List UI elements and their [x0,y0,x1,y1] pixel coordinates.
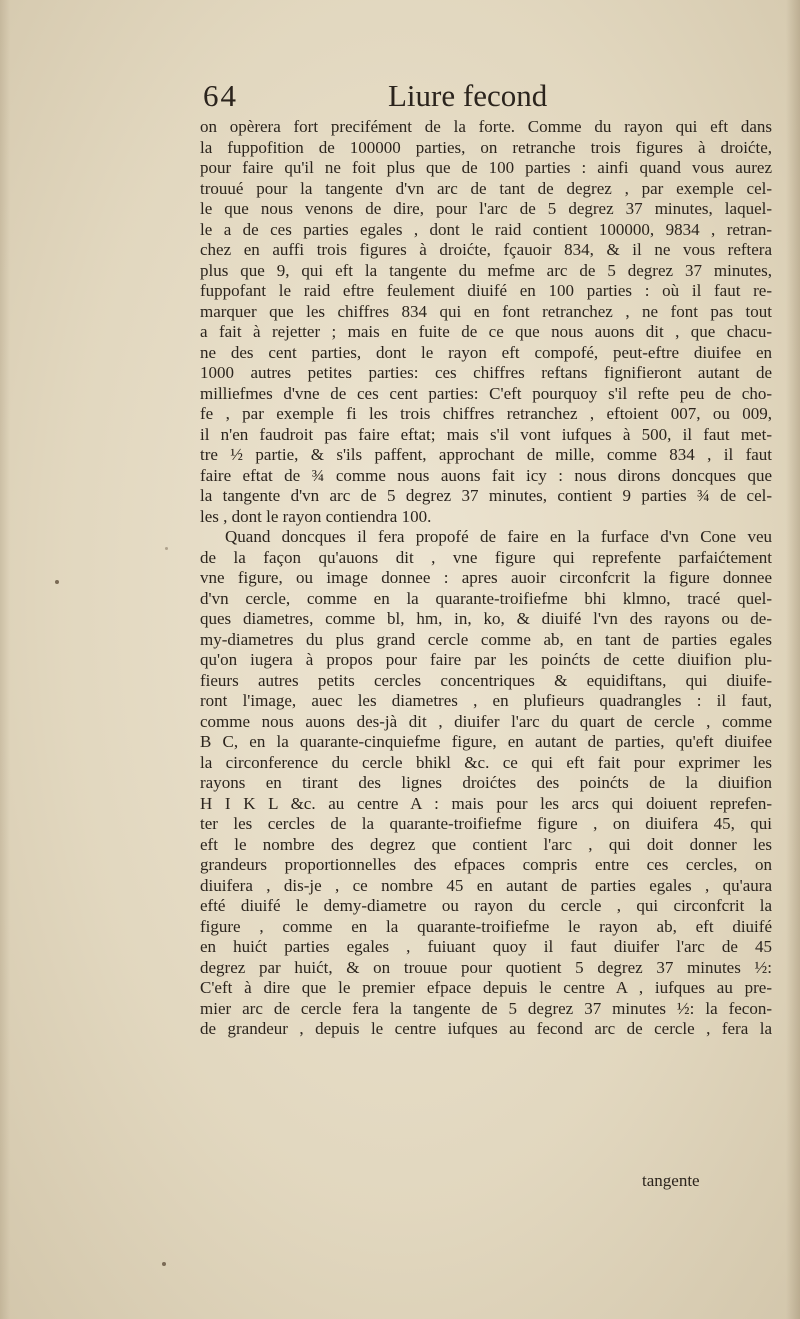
paper-speck [55,580,59,584]
text-line: 1000 autres petites parties: ces chiffres reftans fignifieront autant de [200,363,772,382]
page-header [203,74,773,118]
text-line: les , dont le rayon contiendra 100. [200,506,432,526]
text-line: d'vn cercle, comme en la quarante-troifiefme bhi klmno, tracé quel- [200,588,772,608]
text-line: figure , comme en la quarante-troifiefme le rayon ab, eft diuifé [200,916,772,936]
page-edge-shadow-right [786,0,800,1319]
text-line: my-diametres du plus grand cercle comme ab, en tant de parties egales [200,629,772,649]
text-line: mier arc de cercle fera la tangente de 5 degrez 37 minutes ½: la fecon- [200,998,772,1018]
text-line: faire eftat de ¾ comme nous auons fait icy : nous dirons doncques que [200,465,772,485]
text-line: comme nous auons des-jà dit , diuifer l'arc du quart de cercle , comme [200,711,772,731]
text-line: ter les cercles de la quarante-troifiefme figure , on diuifera 45, qui [200,814,772,833]
text-line: de grandeur , depuis le centre iufques au fecond arc de cercle , fera la [200,1019,772,1038]
catchword: tangente [642,1171,700,1190]
page-edge-shadow-left [0,0,10,1319]
text-line: en huićt parties egales , fuiuant quoy il faut diuifer l'arc de 45 [200,937,772,956]
text-line: vne figure, ou image donnee : apres auoir circonfcrit la figure donnee [200,568,772,587]
text-line: la fuppofition de 100000 parties, on retranche trois figures à droićte, [200,137,772,157]
text-line: diuifera , dis-je , ce nombre 45 en autant de parties egales , qu'aura [200,875,772,895]
text-line: fuppofant le raid eftre feulement diuifé en 100 parties : où il faut re- [200,281,772,300]
text-line: milliefmes d'vne de ces cent parties: C'eft pourquoy s'il refte peu de cho- [200,383,772,403]
body-text [200,117,772,1040]
text-line: fe , par exemple fi les trois chiffres retranchez , eftoient 007, ou 009, [200,404,772,423]
text-line: le a de ces parties egales , dont le raid contient 100000, 9834 , retran- [200,219,772,239]
text-line: pour faire qu'il ne foit plus que de 100 parties : ainfi quand vous aurez [200,158,772,177]
text-line: degrez par huićt, & on trouue pour quotient 5 degrez 37 minutes ½: [200,957,772,977]
page-number: 64 [203,78,238,113]
text-line: il n'en faudroit pas faire eftat; mais s'il vont iufques à 500, il faut met- [200,424,772,444]
text-line: plus que 9, qui eft la tangente du mefme arc de 5 degrez 37 minutes, [200,260,772,280]
text-line: efté diuifé le demy-diametre ou rayon du cercle , qui circonfcrit la [200,896,772,915]
text-line: H I K L &c. au centre A : mais pour les arcs qui doiuent reprefen- [200,793,772,813]
text-line: eft le nombre des degrez que contient l'arc , qui doit donner les [200,834,772,854]
text-line: B C, en la quarante-cinquiefme figure, en autant de parties, qu'eft diuifee [200,732,772,751]
text-line: qu'on iugera à propos pour faire par les poinćts de cette diuifion plu- [200,650,772,669]
text-line: C'eft à dire que le premier efpace depuis le centre A , iufques au pre- [200,978,772,997]
text-line: tre ½ partie, & s'ils paffent, approchant de mille, comme 834 , il faut [200,445,772,464]
text-line: ront l'image, auec les diametres , en plufieurs quadrangles : il faut, [200,691,772,710]
text-line: ques diametres, comme bl, hm, in, ko, & diuifé l'vn des rayons ou de- [200,609,772,628]
text-line: rayons en tirant des lignes droićtes des poinćts de la diuifion [200,773,772,792]
text-line: grandeurs proportionnelles des efpaces compris entre ces cercles, on [200,855,772,874]
text-line: on opèrera fort precifément de la forte. Comme du rayon qui eft dans [200,117,772,136]
text-line: a fait à rejetter ; mais en fuite de ce que nous auons dit , que chacu- [200,322,772,341]
text-line: marquer que les chiffres 834 qui en font retranchez , ne font pas tout [200,301,772,321]
paper-speck [162,1262,166,1266]
text-line: fieurs autres petits cercles concentriques & equidiftans, qui diuife- [200,670,772,690]
paper-speck [165,547,168,550]
text-line: la circonference du cercle bhikl &c. ce qui eft fait pour exprimer les [200,752,772,772]
text-line: ne des cent parties, dont le rayon eft compofé, peut-eftre diuifee en [200,342,772,362]
text-line: de la façon qu'auons dit , vne figure qui reprefente parfaićtement [200,547,772,567]
text-line: la tangente d'vn arc de 5 degrez 37 minutes, contient 9 parties ¾ de cel- [200,486,772,505]
text-line: chez en auffi trois figures à droićte, fçauoir 834, & il ne vous reftera [200,240,772,259]
text-line: Quand doncques il fera propofé de faire en la furface d'vn Cone veu [225,527,772,546]
running-title: Liure fecond [388,78,548,113]
text-line: trouué pour la tangente d'vn arc de tant de degrez , par exemple cel- [200,178,772,198]
text-line: le que nous venons de dire, pour l'arc de 5 degrez 37 minutes, laquel- [200,199,772,218]
